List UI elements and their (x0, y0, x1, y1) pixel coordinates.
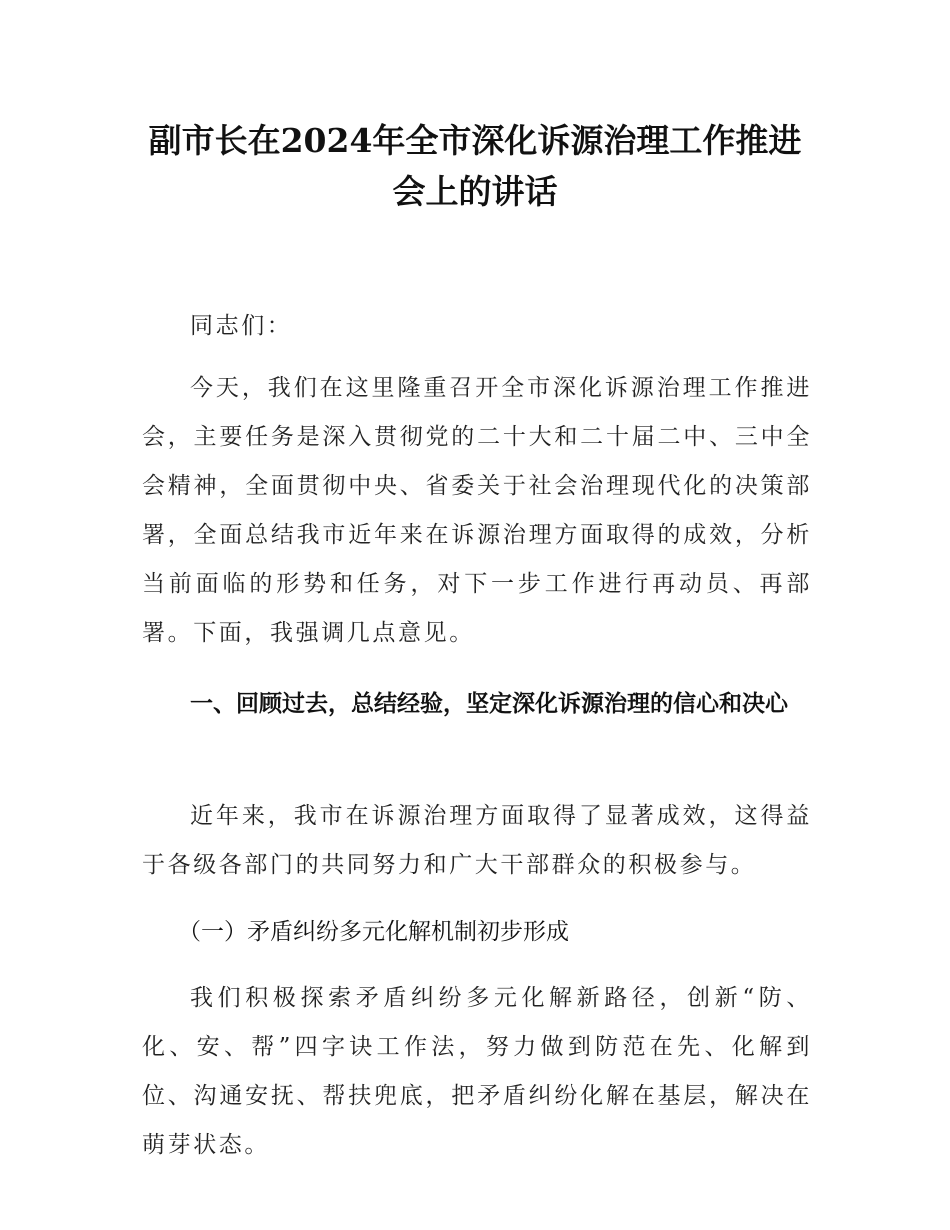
salutation: 同志们： (190, 313, 293, 339)
title-line-1: 副市长在2024年全市深化诉源治理工作推进 (148, 121, 802, 160)
title-line-2: 会上的讲话 (392, 172, 558, 211)
paragraph-intro: 今天，我们在这里隆重召开全市深化诉源治理工作推进会，主要任务是深入贯彻党的二十大和二十届二中、三中全会精神，全面贯彻中央、省委关于社会治理现代化的决策部署，全面总结我市近年来在诉源治理方面取得的成效，分析当前面临的形势和任务，对下一步工作进行再动员、再部署。下面，我强调几点意见。 (142, 375, 812, 646)
document-title (90, 115, 860, 217)
subsection-heading-1: （一）矛盾纠纷多元化解机制初步形成 (178, 919, 569, 945)
paragraph-subsection-1: 我们积极探索矛盾纠纷多元化解新路径，创新“防、化、安、帮”四字诀工作法，努力做到防范在先、化解到位、沟通安抚、帮扶兜底，把矛盾纠纷化解在基层，解决在萌芽状态。 (142, 985, 812, 1158)
section-heading-1: 一、回顾过去，总结经验，坚定深化诉源治理的信心和决心 (190, 691, 788, 717)
paragraph-section-1: 近年来，我市在诉源治理方面取得了显著成效，这得益于各级各部门的共同努力和广大干部群众的积极参与。 (142, 803, 812, 878)
